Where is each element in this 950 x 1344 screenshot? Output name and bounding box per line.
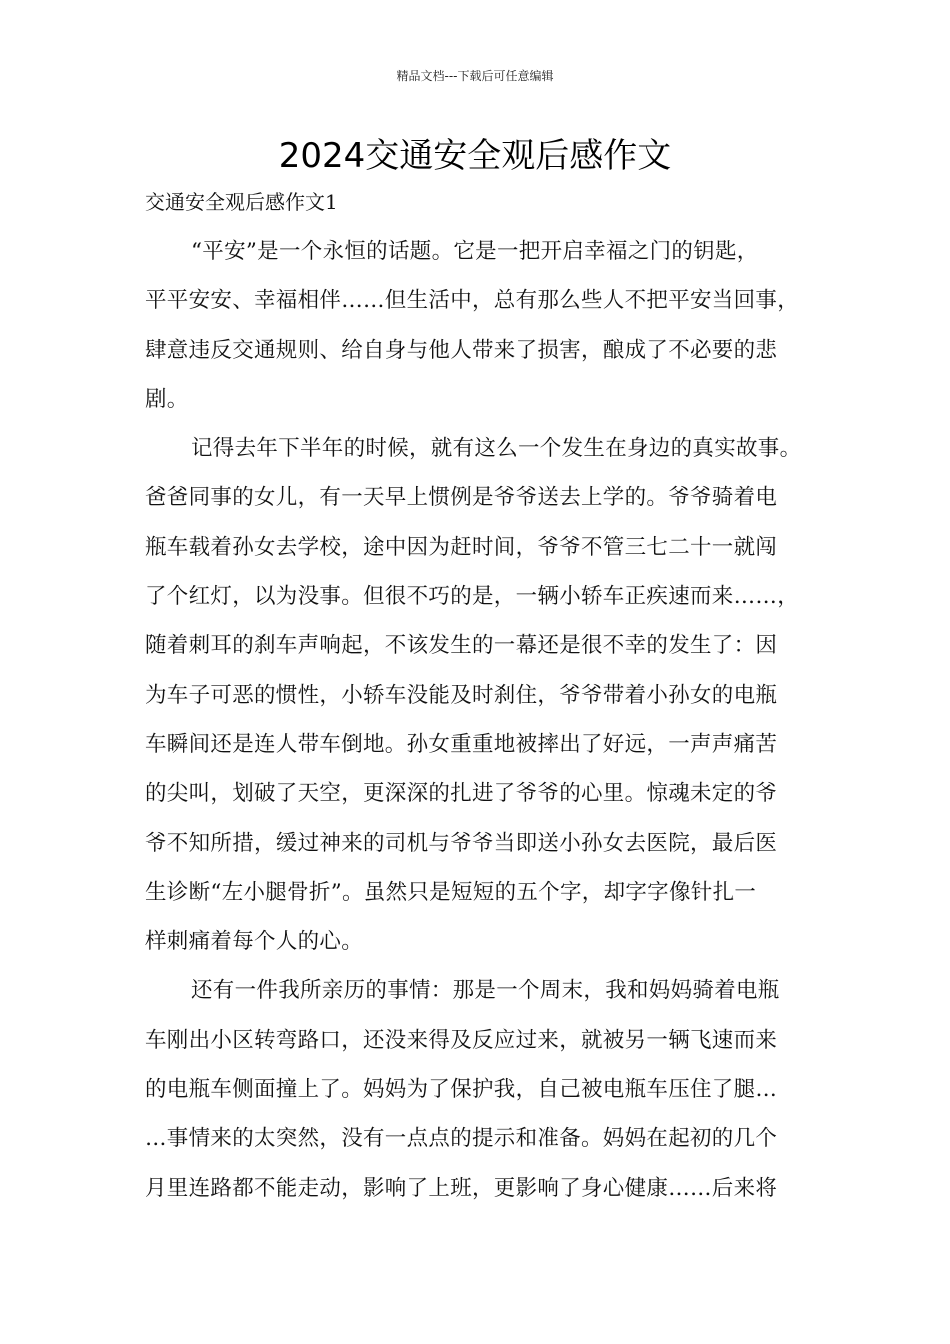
text-line: 剧。 xyxy=(145,386,189,412)
text-line: 了个红灯，以为没事。但很不巧的是，一辆小轿车正疾速而来……， xyxy=(145,584,800,610)
document-title: 2024交通安全观后感作文 xyxy=(278,136,672,176)
text-line: 的电瓶车侧面撞上了。妈妈为了保护我，自己被电瓶车压住了腿… xyxy=(145,1077,778,1103)
text-line: 记得去年下半年的时候，就有这么一个发生在身边的真实故事。 xyxy=(191,436,802,462)
text-line: 肆意违反交通规则、给自身与他人带来了损害，酿成了不必要的悲 xyxy=(145,337,778,363)
text-line: …事情来的太突然，没有一点点的提示和准备。妈妈在起初的几个 xyxy=(145,1126,778,1152)
text-line: 的尖叫，划破了天空，更深深的扎进了爷爷的心里。惊魂未定的爷 xyxy=(145,781,778,807)
text-line: 车瞬间还是连人带车倒地。孙女重重地被摔出了好远，一声声痛苦 xyxy=(145,731,778,757)
section-subtitle: 交通安全观后感作文1 xyxy=(145,190,338,214)
text-line: 还有一件我所亲历的事情：那是一个周末，我和妈妈骑着电瓶 xyxy=(191,978,780,1004)
text-line: 为车子可恶的惯性，小轿车没能及时刹住，爷爷带着小孙女的电瓶 xyxy=(145,682,778,708)
text-line: 车刚出小区转弯路口，还没来得及反应过来，就被另一辆飞速而来 xyxy=(145,1027,778,1053)
text-line: 爷不知所措，缓过神来的司机与爷爷当即送小孙女去医院，最后医 xyxy=(145,830,778,856)
text-line: 瓶车载着孙女去学校，途中因为赶时间，爷爷不管三七二十一就闯 xyxy=(145,534,778,560)
text-line: 样刺痛着每个人的心。 xyxy=(145,929,364,955)
text-line: 平平安安、幸福相伴……但生活中，总有那么些人不把平安当回事， xyxy=(145,288,800,314)
text-line: 月里连路都不能走动，影响了上班，更影响了身心健康……后来将 xyxy=(145,1175,778,1201)
text-line: 生诊断“左小腿骨折”。虽然只是短短的五个字，却字字像针扎一 xyxy=(145,879,757,905)
text-line: 爸爸同事的女儿，有一天早上惯例是爷爷送去上学的。爷爷骑着电 xyxy=(145,485,778,511)
header-note: 精品文档---下载后可任意编辑 xyxy=(396,69,554,83)
body-text xyxy=(145,227,825,1213)
text-line: “平安”是一个永恒的话题。它是一把开启幸福之门的钥匙， xyxy=(191,239,759,264)
text-line: 随着刺耳的刹车声响起，不该发生的一幕还是很不幸的发生了：因 xyxy=(145,633,778,659)
